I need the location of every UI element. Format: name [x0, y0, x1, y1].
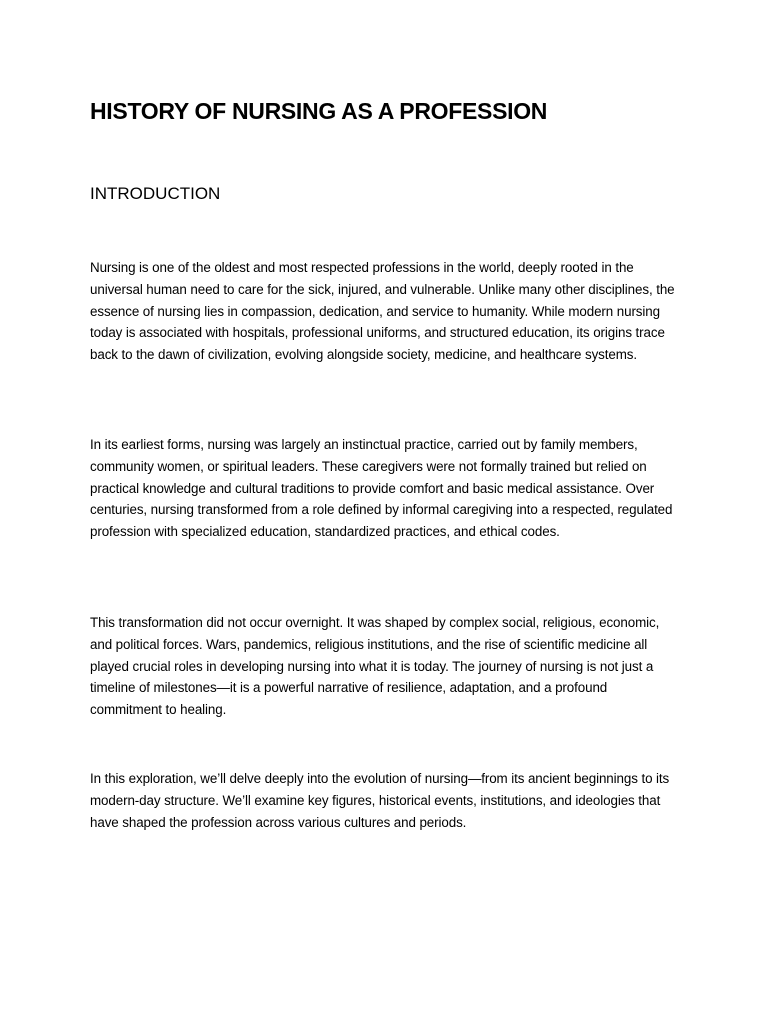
section-heading-introduction: INTRODUCTION — [90, 184, 221, 203]
paragraph: This transformation did not occur overnight. It was shaped by complex social, religious, economic, and political forces. Wars, pandemics, religious institutions, and the rise of scientific medicine all played crucial roles in developing nursing into what it is today. The journey of nursing is not just a timeline of milestones—it is a powerful narrative of resilience, adaptation, and a profound commitment to healing. — [90, 615, 660, 718]
document-title: HISTORY OF NURSING AS A PROFESSION — [90, 98, 548, 124]
paragraph: In its earliest forms, nursing was largely an instinctual practice, carried out by family members, community women, or spiritual leaders. These caregivers were not formally trained but relied on practical knowledge and cultural traditions to provide comfort and basic medical assistance. Over centuries, nursing transformed from a role defined by informal caregiving into a respected, regulated profession with specialized education, standardized practices, and ethical codes. — [90, 437, 673, 540]
paragraph: Nursing is one of the oldest and most respected professions in the world, deeply rooted in the universal human need to care for the sick, injured, and vulnerable. Unlike many other disciplines, the essence of nursing lies in compassion, dedication, and service to humanity. While modern nursing today is associated with hospitals, professional uniforms, and structured education, its origins trace back to the dawn of civilization, evolving alongside society, medicine, and healthcare systems. — [90, 260, 675, 363]
paragraph: In this exploration, we’ll delve deeply into the evolution of nursing—from its ancient beginnings to its modern-day structure. We’ll examine key figures, historical events, institutions, and ideologies that have shaped the profession across various cultures and periods. — [90, 771, 670, 830]
